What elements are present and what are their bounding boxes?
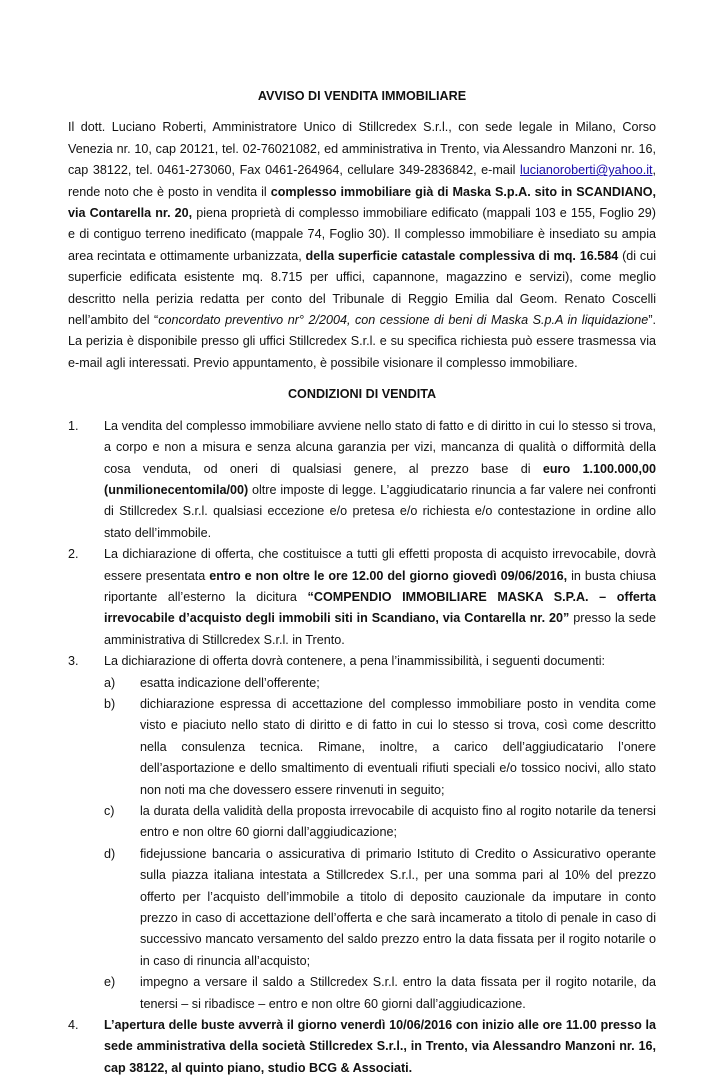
condition-item-4 [68,1015,656,1079]
sub-number: c) [104,804,115,818]
intro-text: (di cui superficie edificata esistente mq. 8.715 per uffici, capannone, magazzino e servizi), come meglio descritto nella perizia redatta per conto del Tribunale di Reggio Emilia dal Geom. Renato Coscelli nell’ambito del “ [68,248,657,328]
item-text [104,416,656,544]
sub-text: dichiarazione espressa di accettazione del complesso immobiliare posto in vendita come visto e piaciuto nello stato di diritto e di fatto in cui lo stesso si trova, così come descritto nella consulenza tecnica. Rimane, inoltre, a carico dell’aggiudicatario l’onere dell’asportazione e dello smaltimento di eventuali rifiuti speciali e/o tossico nocivi, allo stato non noti ma che dovessero essere rinvenuti in seguito; [140,696,656,797]
sub-item-c [104,801,656,844]
item-number: 3. [68,654,79,669]
item-number: 2. [68,547,79,562]
intro-bold: complesso immobiliare già di Maska S.p.A. sito in SCANDIANO, via Contarella nr. 20, [68,184,656,221]
text: presso la sede amministrativa di Stillcredex S.r.l. in Trento. [104,611,656,647]
condition-item-1 [68,416,656,544]
condition-item-2 [68,544,656,651]
intro-italic: concordato preventivo nr° 2/2004, con cessione di beni di Maska S.p.A in liquidazione [158,313,649,328]
document-page [68,86,656,1079]
price: euro 1.100.000,00 (unmilionecentomila/00) [104,461,657,497]
sub-number: e) [104,975,116,990]
envelope-label: “COMPENDIO IMMOBILIARE MASKA S.P.A. – offerta irrevocabile d’acquisto degli immobili siti in Scandiano, via Contarella nr. 20” [104,589,656,626]
sub-number: a) [104,675,116,690]
conditions-list [68,416,656,1079]
text: in busta chiusa riportante all’esterno la dicitura [104,568,657,604]
deadline: entro e non oltre le ore 12.00 del giorno giovedì 09/06/2016, [209,568,568,583]
sub-text: fidejussione bancaria o assicurativa di primario Istituto di Credito o Assicurativo operante sulla piazza italiana intestata a Stillcredex S.r.l., per una somma pari al 10% del prezzo offerto per l’acquisto dell’immobile a titolo di deposito cauzionale da imputare in conto prezzo in caso di accettazione dell’offerta e che sarà incamerato a titolo di penale in caso di successivo mancato versamento del saldo prezzo entro la data fissata per il rogito notarile o in caso di rinuncia all’acquisto; [140,846,656,968]
intro-paragraph [68,117,656,374]
text: La dichiarazione di offerta, che costituisce a tutti gli effetti proposta di acquisto irrevocabile, dovrà essere presentata [104,547,656,583]
text: oltre imposte di legge. L’aggiudicatario rinuncia a far valere nei confronti di Stillcredex S.r.l. qualsiasi eccezione e/o pretesa e/o richiesta e/o contestazione in ordine allo stato dell’immobile. [104,482,656,540]
intro-text: Il dott. Luciano Roberti, Amministratore Unico di Stillcredex S.r.l., con sede legale in Milano, Corso Venezia nr. 10, cap 20121, tel. 02-76021082, ed amministrativa in Trento, via Alessandro Manzoni nr. 16, cap 38122, tel. 0461-273060, Fax 0461-264964, cellulare 349-2836842, e-mail [68,120,656,178]
item-text: La dichiarazione di offerta dovrà contenere, a pena l’inammissibilità, i seguenti documenti: [104,654,606,669]
sub-number: b) [104,696,116,711]
intro-text: ”. La perizia è disponibile presso gli uffici Stillcredex S.r.l. e su specifica richiesta può essere trasmessa via e-mail agli interessati. Previo appuntamento, è possibile visionare il complesso immobiliare. [68,313,657,370]
item-text [104,1015,656,1079]
sub-number: d) [104,846,116,861]
item-number: 4. [68,1018,79,1033]
intro-text: , rende noto che è posto in vendita il [68,163,656,199]
intro-text: piena proprietà di complesso immobiliare edificato (mappali 103 e 155, Foglio 29) e di contiguo terreno inedificato (mappale 74, Foglio 30). Il complesso immobiliare è insediato su ampia area recintata e ottimamente urbanizzata, [68,206,656,263]
item-number: 1. [68,418,79,433]
sub-item-b [104,694,656,801]
sub-text: la durata della validità della proposta irrevocabile di acquisto fino al rogito notarile da tenersi entro e non oltre 60 giorni dall’aggiudicazione; [140,804,656,840]
item-text [104,544,656,651]
sub-text: impegno a versare il saldo a Stillcredex S.r.l. entro la data fissata per il rogito notarile, da tenersi – si ribadisce – entro e non oltre 60 giorni dall’aggiudicazione. [140,975,656,1011]
sub-list [104,673,656,1016]
text: La vendita del complesso immobiliare avviene nello stato di fatto e di diritto in cui lo stesso si trova, a corpo e non a misura e senza alcuna garanzia per vizi, mancanza di qualità o difformità della cosa venduta, od oneri di qualsiasi genere, al prezzo base di [104,418,656,476]
sub-item-a [104,673,656,694]
sub-item-d [104,844,656,972]
email-link[interactable]: lucianoroberti@yahoo.it [520,163,653,178]
document-title: AVVISO DI VENDITA IMMOBILIARE [257,89,467,103]
sub-item-e [104,972,656,1015]
conditions-heading: CONDIZIONI DI VENDITA [287,387,437,402]
condition-item-3 [68,651,656,1015]
sub-text: esatta indicazione dell’offerente; [140,675,320,690]
intro-bold: della superficie catastale complessiva di mq. 16.584 [305,248,619,263]
opening-info: L’apertura delle buste avverrà il giorno venerdì 10/06/2016 con inizio alle ore 11.00 presso la sede amministrativa della società Stillcredex S.r.l., in Trento, via Alessandro Manzoni nr. 16, cap 38122, al quinto piano, studio BCG & Associati. [104,1018,656,1075]
